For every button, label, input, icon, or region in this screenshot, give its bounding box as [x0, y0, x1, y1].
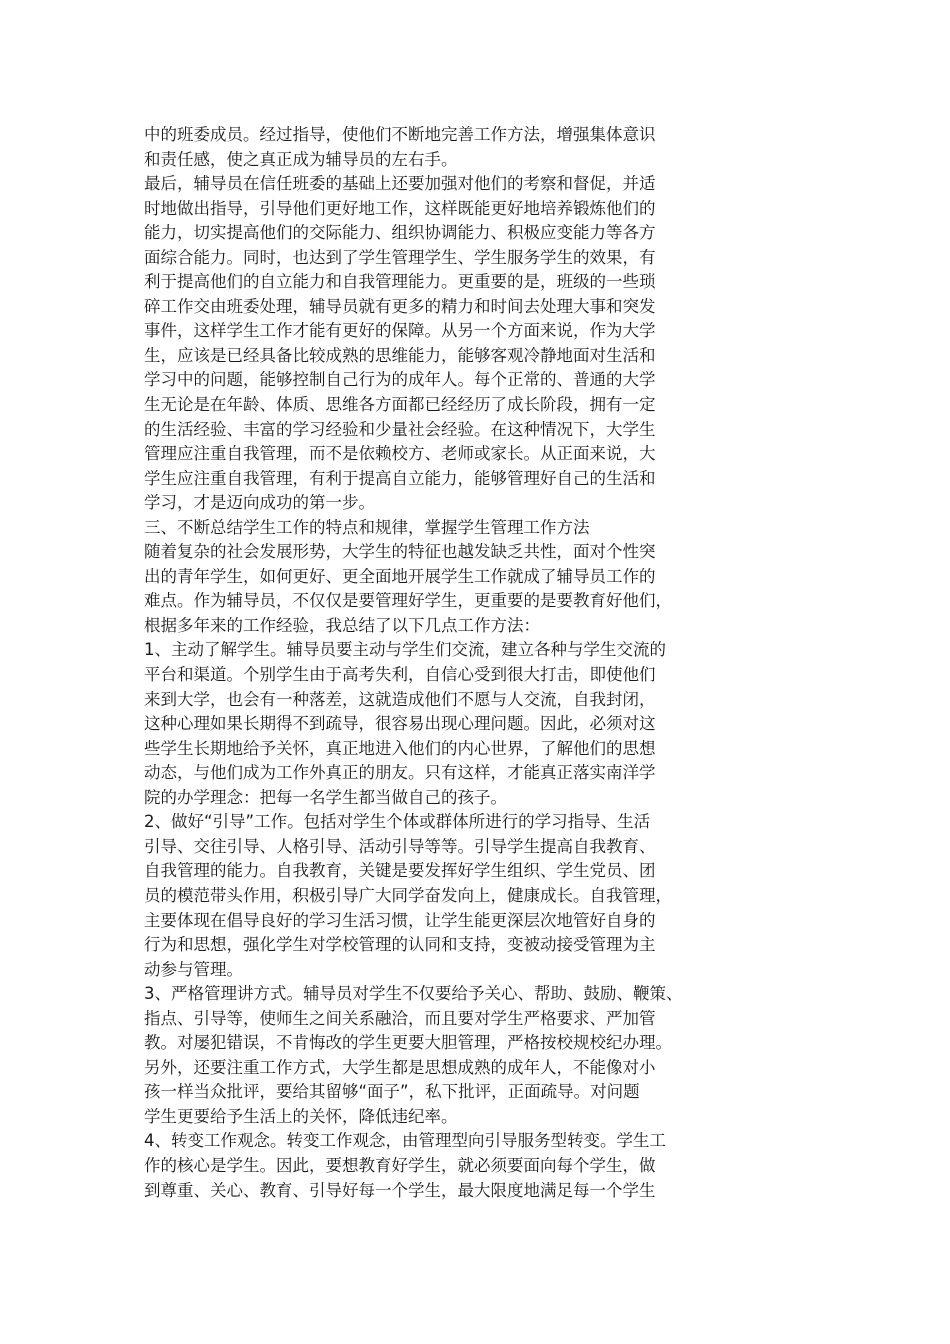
text-line: 主要体现在倡导良好的学习生活习惯，让学生能更深层次地管好自身的 — [144, 910, 656, 930]
text-line: 员的模范带头作用，积极引导广大同学奋发向上，健康成长。自我管理， — [144, 885, 672, 905]
text-line: 根据多年来的工作经验，我总结了以下几点工作方法： — [144, 615, 540, 635]
text-line: 时地做出指导，引导他们更好地工作，这样既能更好地培养锻炼他们的 — [144, 198, 656, 218]
text-line: 行为和思想，强化学生对学校管理的认同和支持，变被动接受管理为主 — [144, 935, 656, 955]
text-line: 2、做好“引导”工作。包括对学生个体或群体所进行的学习指导、生活 — [144, 812, 651, 832]
text-line: 到尊重、关心、教育、引导好每一个学生，最大限度地满足每一个学生 — [144, 1180, 656, 1200]
text-line: 教。对屡犯错误，不肯悔改的学生更要大胆管理，严格按校规校纪办理。 — [144, 1033, 672, 1053]
text-line: 事件，这样学生工作才能有更好的保障。从另一个方面来说，作为大学 — [144, 321, 656, 341]
text-line: 管理应注重自我管理，而不是依赖校方、老师或家长。从正面来说，大 — [144, 444, 656, 464]
text-line: 利于提高他们的自立能力和自我管理能力。更重要的是，班级的一些琐 — [144, 272, 656, 292]
text-line: 碎工作交由班委处理，辅导员就有更多的精力和时间去处理大事和突发 — [144, 296, 656, 316]
text-line: 3、严格管理讲方式。辅导员对学生不仅要给予关心、帮助、鼓励、鞭策、 — [144, 984, 683, 1004]
text-line: 这种心理如果长期得不到疏导，很容易出现心理问题。因此，必须对这 — [144, 714, 656, 734]
text-line: 中的班委成员。经过指导，使他们不断地完善工作方法，增强集体意识 — [144, 125, 656, 144]
text-line: 平台和渠道。个别学生由于高考失利，自信心受到很大打击，即使他们 — [144, 665, 656, 685]
text-line: 自我管理的能力。自我教育，关键是要发挥好学生组织、学生党员、团 — [144, 861, 656, 881]
text-line: 面综合能力。同时，也达到了学生管理学生、学生服务学生的效果，有 — [144, 247, 656, 267]
text-line: 指点、引导等，使师生之间关系融洽，而且要对学生严格要求、严加管 — [144, 1008, 656, 1028]
text-line: 引导、交往引导、人格引导、活动引导等等。引导学生提高自我教育、 — [144, 836, 656, 856]
text-line: 难点。作为辅导员，不仅仅是要管理好学生，更重要的是要教育好他们， — [144, 591, 672, 611]
text-line: 和责任感，使之真正成为辅导员的左右手。 — [144, 149, 458, 169]
text-line: 最后，辅导员在信任班委的基础上还要加强对他们的考察和督促，并适 — [144, 174, 656, 194]
document-body — [144, 123, 784, 1203]
text-line: 三、不断总结学生工作的特点和规律，掌握学生管理工作方法 — [144, 517, 590, 537]
text-line: 出的青年学生，如何更好、更全面地开展学生工作就成了辅导员工作的 — [144, 566, 656, 586]
text-line: 能力，切实提高他们的交际能力、组织协调能力、积极应变能力等各方 — [144, 223, 656, 243]
text-line: 生无论是在年龄、体质、思维各方面都已经经历了成长阶段，拥有一定 — [144, 395, 656, 415]
text-line: 动参与管理。 — [144, 959, 243, 979]
text-line: 来到大学，也会有一种落差，这就造成他们不愿与人交流，自我封闭， — [144, 689, 656, 709]
text-line: 院的办学理念：把每一名学生都当做自己的孩子。 — [144, 787, 507, 807]
text-line: 动态，与他们成为工作外真正的朋友。只有这样，才能真正落实南洋学 — [144, 763, 656, 783]
text-line: 生，应该是已经具备比较成熟的思维能力，能够客观冷静地面对生活和 — [144, 345, 656, 365]
text-line: 另外，还要注重工作方式，大学生都是思想成熟的成年人，不能像对小 — [144, 1057, 656, 1077]
text-line: 随着复杂的社会发展形势，大学生的特征也越发缺乏共性，面对个性突 — [144, 542, 656, 562]
text-line: 学习，才是迈向成功的第一步。 — [144, 493, 375, 513]
text-line: 作的核心是学生。因此，要想教育好学生，就必须要面向每个学生，做 — [144, 1155, 656, 1175]
text-line: 学习中的问题，能够控制自己行为的成年人。每个正常的、普通的大学 — [144, 370, 656, 390]
text-line: 学生应注重自我管理，有利于提高自立能力，能够管理好自己的生活和 — [144, 468, 656, 488]
text-line: 4、转变工作观念。转变工作观念，由管理型向引导服务型转变。学生工 — [144, 1131, 666, 1151]
text-line: 些学生长期地给予关怀，真正地进入他们的内心世界，了解他们的思想 — [144, 738, 656, 758]
text-line: 学生更要给予生活上的关怀，降低违纪率。 — [144, 1106, 458, 1126]
text-line: 孩一样当众批评，要给其留够“面子”，私下批评，正面疏导。对问题 — [144, 1082, 640, 1102]
text-line: 1、主动了解学生。辅导员要主动与学生们交流，建立各种与学生交流的 — [144, 640, 666, 660]
text-line: 的生活经验、丰富的学习经验和少量社会经验。在这种情况下，大学生 — [144, 419, 656, 439]
